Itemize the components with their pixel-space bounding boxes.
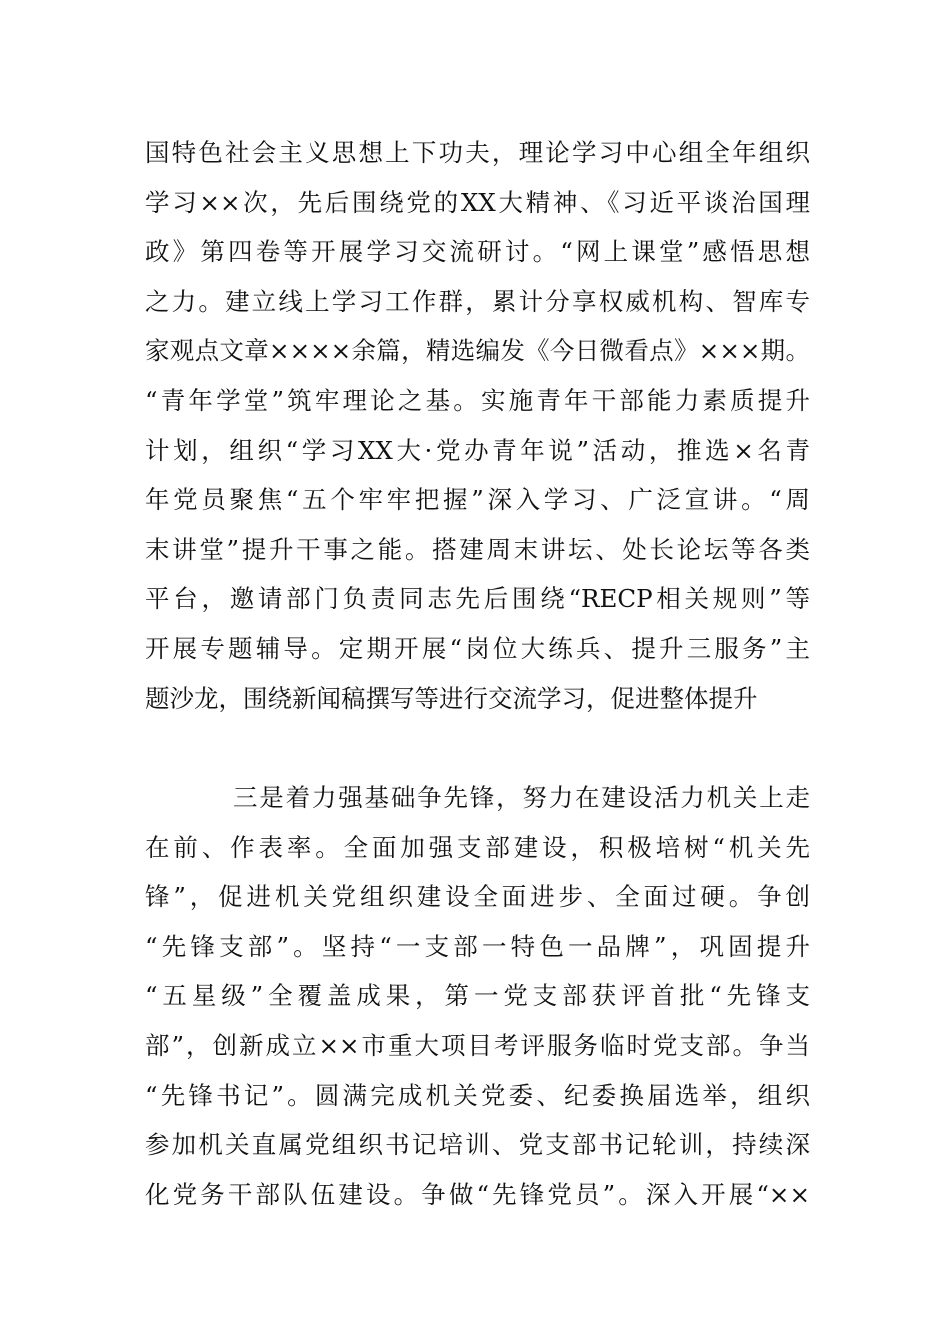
text-line: 国特色社会主义思想上下功夫，理论学习中心组全年组织 xyxy=(145,138,810,167)
text-line: 家观点文章××××余篇，精选编发《今日微看点》×××期。 xyxy=(145,336,810,366)
text-line: “五星级”全覆盖成果，第一党支部获评首批“先锋支 xyxy=(145,981,810,1011)
text-line: 政》第四卷等开展学习交流研讨。“网上课堂”感悟思想 xyxy=(145,237,810,267)
text-line: 部”，创新成立××市重大项目考评服务临时党支部。争当 xyxy=(145,1030,810,1060)
text-line: 三是着力强基础争先锋，努力在建设活力机关上走 xyxy=(233,783,810,812)
text-line: “青年学堂”筑牢理论之基。实施青年干部能力素质提升 xyxy=(145,385,810,415)
text-line: 计划，组织“学习XX大·党办青年说”活动，推选×名青 xyxy=(145,435,810,465)
text-line: 年党员聚焦“五个牢牢把握”深入学习、广泛宣讲。“周 xyxy=(145,485,810,515)
text-line: 化党务干部队伍建设。争做“先锋党员”。深入开展“×× xyxy=(145,1179,810,1209)
text-line: 末讲堂”提升干事之能。搭建周末讲坛、处长论坛等各类 xyxy=(145,534,810,564)
text-line: 锋”，促进机关党组织建设全面进步、全面过硬。争创 xyxy=(145,882,810,912)
paragraph-theory-study xyxy=(145,128,810,723)
text-line: 题沙龙，围绕新闻稿撰写等进行交流学习，促进整体提升 xyxy=(145,683,758,713)
paragraph-pioneer-building xyxy=(145,773,810,1219)
text-line: 在前、作表率。全面加强支部建设，积极培树“机关先 xyxy=(145,832,810,862)
text-line: 平台，邀请部门负责同志先后围绕“RECP相关规则”等 xyxy=(145,584,810,614)
text-line: 参加机关直属党组织书记培训、党支部书记轮训，持续深 xyxy=(145,1130,810,1160)
text-line: 之力。建立线上学习工作群，累计分享权威机构、智库专 xyxy=(145,286,810,316)
text-line: 开展专题辅导。定期开展“岗位大练兵、提升三服务”主 xyxy=(145,633,810,663)
text-line: “先锋支部”。坚持“一支部一特色一品牌”，巩固提升 xyxy=(145,931,810,961)
text-line: “先锋书记”。圆满完成机关党委、纪委换届选举，组织 xyxy=(145,1080,810,1110)
text-line: 学习××次，先后围绕党的XX大精神、《习近平谈治国理 xyxy=(145,187,810,217)
